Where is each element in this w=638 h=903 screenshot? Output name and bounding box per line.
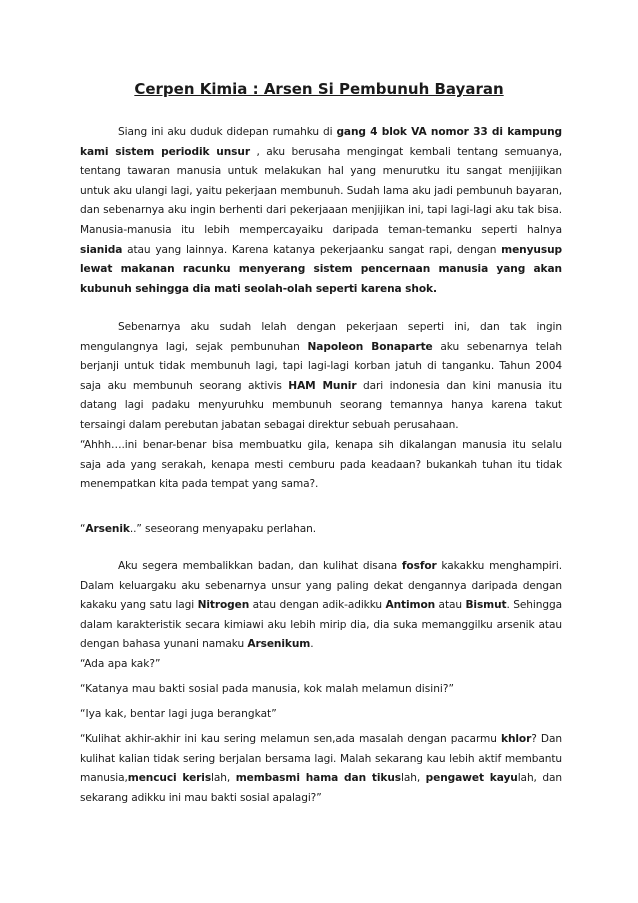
text-run: lah, <box>400 772 426 785</box>
paragraph-2 <box>80 318 562 436</box>
text-run: aku sebenarnya telah berjanji untuk tidak membunuh lagi, tapi lagi-lagi korban jatuh di tanganku. Tahun 2004 saja aku membunuh seorang aktivis <box>80 340 563 392</box>
bold-text: pengawet kayu <box>425 772 518 785</box>
bold-text: sianida <box>80 243 123 256</box>
text-run: atau dengan adik-adikku <box>249 599 386 612</box>
text-run: ..” seseorang menyapaku perlahan. <box>129 523 317 535</box>
text-run: atau yang lainnya. Karena katanya pekerjaanku sangat rapi, dengan <box>122 243 502 256</box>
paragraph-6 <box>80 730 562 808</box>
text-run: Siang ini aku duduk didepan rumahku di <box>118 126 337 138</box>
bold-text: Nitrogen <box>197 599 250 612</box>
text-run: . <box>310 638 314 651</box>
text-run: “Kulihat akhir-akhir ini kau sering melamun sen,ada masalah dengan pacarmu <box>80 733 502 745</box>
text-run: ? Dan kulihat kalian tidak sering berjalan bersama lagi. Malah sekarang kau lebih aktif membantu manusia, <box>80 733 562 785</box>
text-run: . Sehingga dalam karakteristik secara kimiawi aku lebih mirip dia, dia suka memanggilku arsenik atau dengan bahasa yunani namaku <box>80 599 562 651</box>
bold-text: Arsenikum <box>247 638 311 651</box>
text-run: “Ahhh….ini benar-benar bisa membuatku gila, kenapa sih dikalangan manusia itu selalu saja ada yang serakah, kenapa mesti cemburu pada keadaan? bukankah tuhan itu tidak menempatkan kita pada tempat yang sama?. <box>80 439 562 491</box>
bold-text: Arsenik <box>85 523 130 535</box>
paragraph-3 <box>80 436 562 495</box>
bold-text: khlor <box>501 733 532 745</box>
text-run: Sebenarnya aku sudah lelah dengan pekerjaan seperti ini, dan tak ingin mengulangnya lagi, sejak pembunuhan <box>80 321 562 353</box>
text-run: atau <box>435 599 466 612</box>
bold-text: Antimon <box>385 599 436 612</box>
bold-text: HAM Munir <box>288 379 357 392</box>
bold-text: gang 4 blok VA nomor 33 di kampung kami sistem periodik unsur <box>80 126 562 158</box>
dialogue-line-2: “Katanya mau bakti sosial pada manusia, kok malah melamun disini?” <box>80 683 454 695</box>
paragraph-5 <box>80 557 562 655</box>
bold-text: mencuci keris <box>127 772 212 785</box>
dialogue-line-3: “Iya kak, bentar lagi juga berangkat” <box>80 708 277 720</box>
bold-text: membasmi hama dan tikus <box>235 772 401 785</box>
text-run: dari indonesia dan kini manusia itu datang lagi padaku menyuruhku membunuh seorang temannya hanya karena takut tersaingi dalam perebutan jabatan sebagai direktur sebuah perusahaan. <box>80 379 562 431</box>
text-run: Aku segera membalikkan badan, dan kulihat disana <box>118 560 402 572</box>
dialogue-line-1: “Ada apa kak?” <box>80 658 161 670</box>
text-run: “ <box>80 523 86 535</box>
bold-text: Napoleon Bonaparte <box>307 340 433 353</box>
paragraph-1 <box>80 123 562 299</box>
paragraph-4 <box>80 520 562 540</box>
text-run: , aku berusaha mengingat kembali tentang semuanya, tentang tawaran manusia untuk melakukan hal yang menurutku itu sangat menjijikan untuk aku ulangi lagi, yaitu pekerjaan membunuh. Sudah lama aku jadi pembunuh bayaran, dan sebenarnya aku ingin berhenti dari pekerjaaan menjijikan ini, tapi lagi-lagi aku tak bisa. Manusia-manusia itu lebih mempercayaiku daripada teman-temanku seperti halnya <box>80 145 562 236</box>
text-run: kakakku menghampiri. Dalam keluargaku aku sebenarnya unsur yang paling dekat dengannya daripada dengan kakaku yang satu lagi <box>80 560 563 612</box>
bold-text: fosfor <box>401 560 437 572</box>
page-title: Cerpen Kimia : Arsen Si Pembunuh Bayaran <box>134 80 504 98</box>
text-run: lah, dan sekarang adikku ini mau bakti sosial apalagi?” <box>80 772 562 804</box>
bold-text: Bismut <box>465 599 507 612</box>
bold-text: menyusup lewat makanan racunku menyerang sistem pencernaan manusia yang akan kubunuh sehingga dia mati seolah-olah seperti karena shok. <box>80 243 562 295</box>
text-run: lah, <box>211 772 236 785</box>
